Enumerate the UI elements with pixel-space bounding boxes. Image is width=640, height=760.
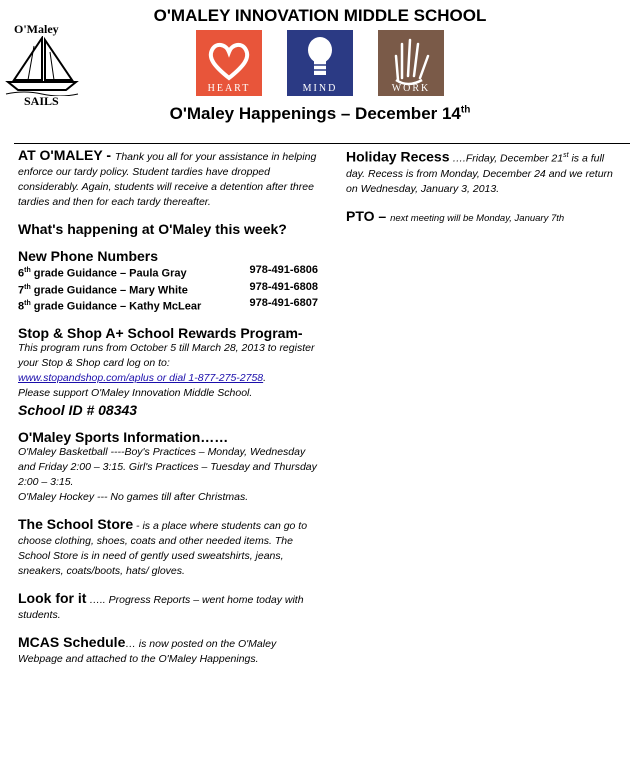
- mind-tile: [287, 30, 353, 96]
- logo-top-text: O'Maley: [14, 22, 59, 36]
- work-label: WORK: [391, 83, 431, 94]
- heart-label: HEART: [207, 83, 251, 94]
- sports-section: [18, 430, 318, 505]
- phone-number: 978-491-6808: [249, 280, 318, 293]
- store-section: [18, 517, 318, 579]
- header-divider: [14, 143, 630, 144]
- mcas-body: … is now posted on the O'Maley Webpage and attached to the O'Maley Happenings.: [18, 637, 277, 665]
- stop-shop-section: Stop & Shop A+ School Rewards Program- This program runs from October 5 till March 28, 2013 to register your Stop & Shop card log on to: www.stopandshop.com/aplus or dial 1-877-275-2758. Please support O'Maley Innovation Middle School. School ID # 08343: [18, 326, 318, 418]
- work-tile: [378, 30, 444, 96]
- school-name: O'MALEY INNOVATION MIDDLE SCHOOL: [153, 6, 487, 25]
- phone-row: 6th grade Guidance – Paula Gray 978-491-6806: [18, 264, 318, 280]
- sails-logo: [4, 22, 80, 112]
- phone-section: [18, 249, 318, 314]
- phone-number: 978-491-6807: [249, 297, 318, 310]
- phone-heading: New Phone Numbers: [18, 248, 159, 264]
- pto-heading: PTO –: [346, 207, 391, 224]
- recess-section: Holiday Recess ….Friday, December 21st is a full day. Recess is from Monday, December 24 and we return on Wednesday, January 3, 2013.: [346, 148, 613, 195]
- stop-shop-link[interactable]: www.stopandshop.com/aplus or dial 1-877-275-2758: [18, 371, 264, 384]
- phone-row: 8th grade Guidance – Kathy McLear 978-491-6807: [18, 297, 318, 313]
- right-column: [346, 148, 616, 238]
- left-column: [18, 148, 318, 679]
- newsletter-title: O'Maley Happenings – December 14th: [169, 104, 471, 123]
- store-heading: The School Store: [18, 515, 134, 532]
- store-body: - is a place where students can go to choose clothing, shoes, coats and other needed items. The School Store is in need of gently used sweatshirts, jeans, sneakers, coats/boots, hats/ gloves.: [18, 519, 308, 577]
- stop-shop-body: This program runs from October 5 till March 28, 2013 to register your Stop & Shop card log on to:: [18, 341, 315, 369]
- recess-heading: Holiday Recess: [346, 148, 450, 165]
- logo-bottom-text: SAILS: [24, 94, 59, 108]
- at-omaley-body: Thank you all for your assistance in helping enforce our tardy policy. Student tardies have dropped considerably. Again, students will receive a detention after three tardies and then for each tardy thereafter.: [18, 151, 317, 208]
- stop-shop-support: Please support O'Maley Innovation Middle School.: [18, 386, 253, 399]
- week-heading: What's happening at O'Maley this week?: [18, 221, 287, 237]
- look-heading: Look for it: [18, 589, 87, 606]
- at-omaley-heading: AT O'MALEY -: [18, 147, 115, 163]
- at-omaley-section: [18, 148, 318, 210]
- sailboat-icon: [4, 36, 80, 96]
- heart-tile: [196, 30, 262, 96]
- sports-hockey: O'Maley Hockey --- No games till after Christmas.: [18, 490, 249, 503]
- mcas-section: [18, 635, 318, 667]
- mcas-heading: MCAS Schedule: [18, 633, 126, 650]
- phone-row: 7th grade Guidance – Mary White 978-491-6808: [18, 280, 318, 297]
- look-section: [18, 591, 318, 623]
- pto-section: [346, 209, 616, 226]
- look-body: ….. Progress Reports – went home today with students.: [18, 593, 304, 621]
- mind-label: MIND: [302, 83, 338, 94]
- stop-shop-heading: Stop & Shop A+ School Rewards Program-: [18, 324, 303, 341]
- phone-number: 978-491-6806: [249, 264, 318, 276]
- sports-heading: O'Maley Sports Information……: [18, 428, 229, 445]
- sports-basketball: O'Maley Basketball ----Boy's Practices – Monday, Wednesday and Friday 2:00 – 3:15. Girl's Practices – Tuesday and Thursday 2:00 – 3:15.: [18, 445, 317, 488]
- school-id: School ID # 08343: [18, 401, 138, 418]
- pto-body: next meeting will be Monday, January 7th: [390, 212, 565, 224]
